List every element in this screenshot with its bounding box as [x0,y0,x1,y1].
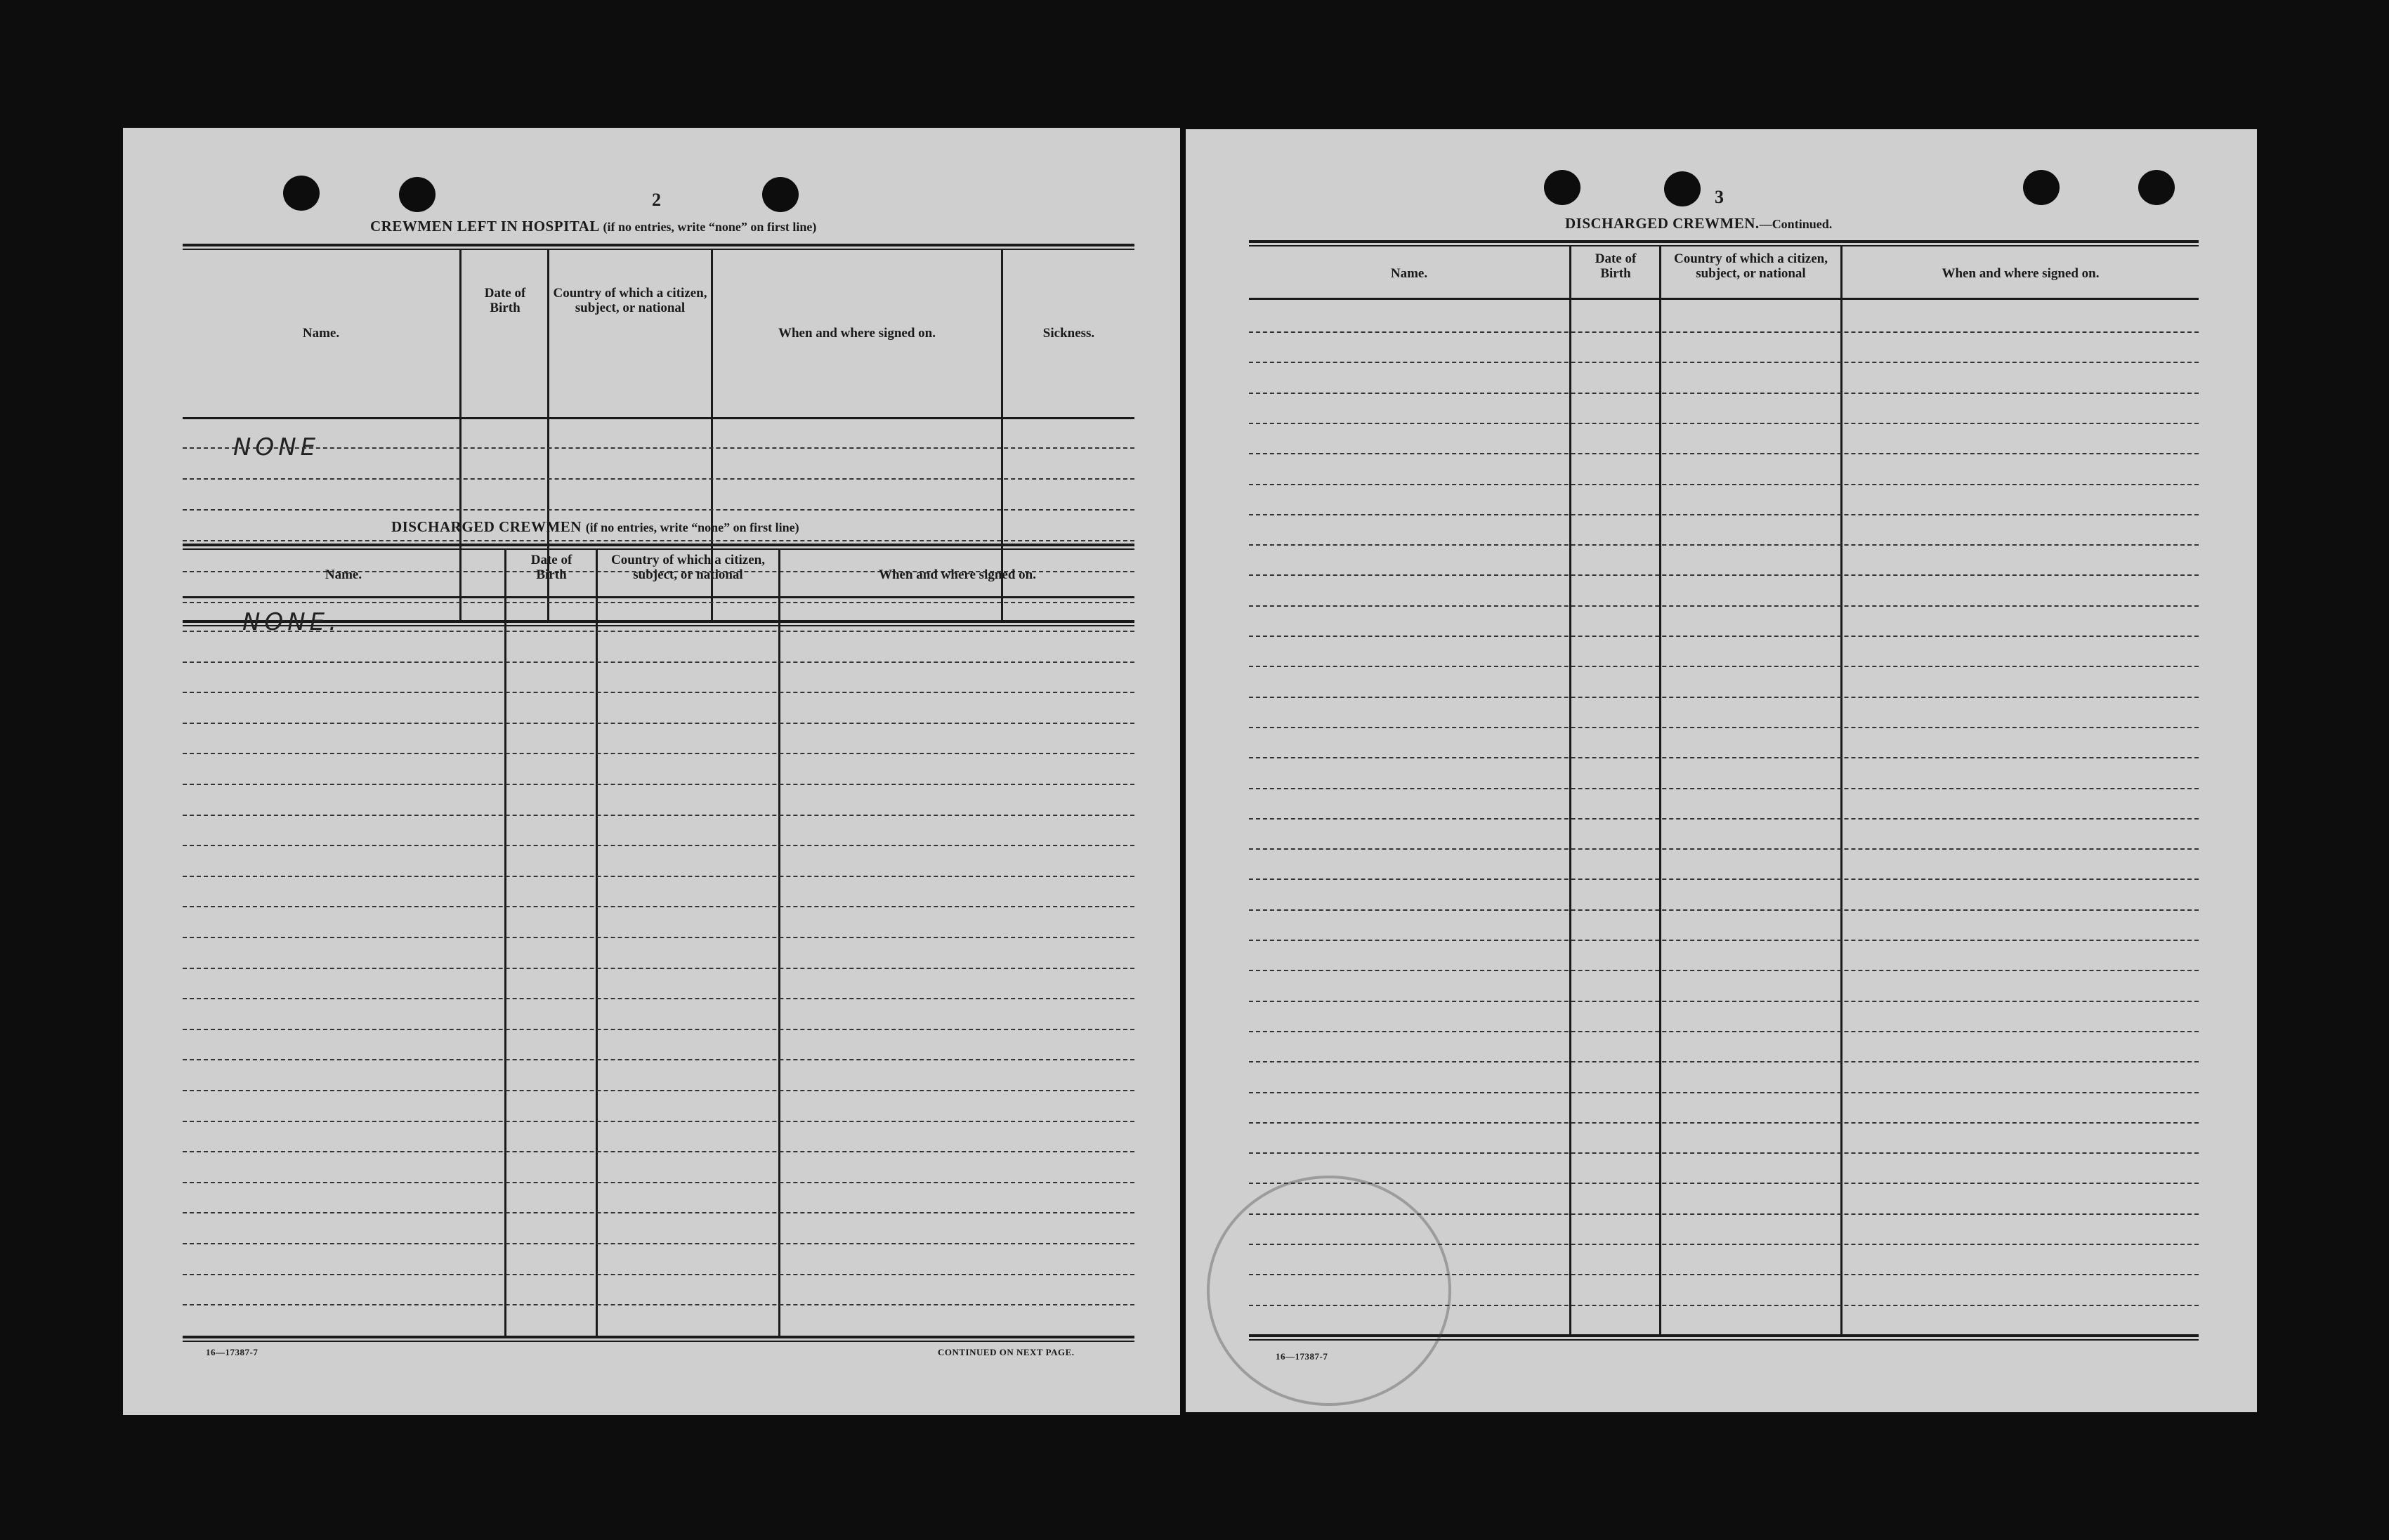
entry-line [1249,909,2199,911]
entry-line [183,1151,1134,1152]
punch-hole [762,177,799,212]
col-header-name: Name. [325,567,362,582]
discharged-continued-table [1249,240,2199,1341]
entry-line [183,998,1134,999]
entry-line [183,1090,1134,1091]
entry-line [183,845,1134,846]
discharged-table [183,544,1134,1342]
entry-line [1249,970,2199,971]
form-number: 16—17387-7 [206,1347,258,1357]
entry-line [1249,331,2199,333]
entry-line [183,478,1134,480]
right-page [1186,129,2257,1412]
entry-line [183,937,1134,938]
col-header-sickness: Sickness. [1042,326,1095,341]
entry-line [1249,1031,2199,1032]
entry-line [183,876,1134,877]
entry-line [1249,423,2199,424]
entry-line [1249,727,2199,728]
entry-line [183,662,1134,663]
entry-line [1249,1122,2199,1124]
entry-line [183,1212,1134,1213]
entry-line [1249,1092,2199,1093]
col-header-signed-on: When and where signed on. [778,326,936,341]
entry-line [1249,636,2199,637]
col-header-dob: Date of Birth [484,286,526,315]
entry-line [1249,484,2199,485]
handwritten-none: NONE. [242,608,341,636]
entry-line [1249,1001,2199,1002]
col-header-dob: Date of Birth [530,553,572,582]
entry-line [1249,393,2199,394]
discharged-title-text: DISCHARGED CREWMEN [391,518,582,535]
continued-suffix: —Continued. [1759,217,1833,231]
handwritten-none: NONE [233,433,320,461]
col-header-name: Name. [302,326,340,341]
entry-line [1249,453,2199,454]
punch-hole [283,176,320,211]
faded-stamp [1207,1176,1451,1406]
col-header-country: Country of which a citizen, subject, or national [1673,251,1828,281]
entry-line [1249,788,2199,789]
hospital-title-text: CREWMEN LEFT IN HOSPITAL [370,218,599,235]
entry-line [1249,1152,2199,1154]
entry-line [1249,605,2199,607]
entry-line [183,753,1134,754]
entry-line [1249,940,2199,941]
entry-line [183,906,1134,907]
continued-title-text: DISCHARGED CREWMEN. [1565,215,1760,232]
form-number: 16—17387-7 [1276,1351,1328,1362]
entry-line [183,723,1134,724]
punch-hole [399,177,436,212]
entry-line [183,540,1134,541]
col-header-name: Name. [1390,266,1428,281]
entry-line [1249,848,2199,850]
entry-line [183,1182,1134,1183]
entry-line [1249,878,2199,880]
hospital-section-title [370,218,816,235]
entry-line [183,1304,1134,1305]
discharged-section-title [391,518,799,536]
entry-line [183,1274,1134,1275]
entry-line [183,1243,1134,1244]
continued-section-title [1565,215,1832,232]
col-header-signed-on: When and where signed on. [878,567,1036,582]
col-header-signed-on: When and where signed on. [1942,266,2100,281]
entry-line [183,815,1134,816]
entry-line [183,509,1134,511]
entry-line [183,784,1134,785]
entry-line [183,692,1134,693]
entry-line [1249,1061,2199,1062]
entry-line [1249,362,2199,363]
entry-line [1249,757,2199,758]
col-header-country: Country of which a citizen, subject, or national [610,553,765,582]
punch-hole [2138,170,2175,205]
entry-line [1249,514,2199,515]
entry-line [183,631,1134,632]
entry-line [183,1121,1134,1122]
entry-line [1249,818,2199,820]
col-header-country: Country of which a citizen, subject, or national [553,286,707,315]
punch-hole [1544,170,1580,205]
entry-line [1249,1183,2199,1184]
entry-line [183,1029,1134,1030]
punch-hole [1664,171,1701,206]
entry-line [183,447,1134,449]
entry-line [1249,666,2199,667]
entry-line [1249,544,2199,546]
discharged-instruction: (if no entries, write “none” on first line) [585,520,799,534]
entry-line [183,968,1134,969]
entry-line [1249,697,2199,698]
punch-hole [2023,170,2060,205]
entry-line [183,1059,1134,1060]
col-header-dob: Date of Birth [1595,251,1637,281]
hospital-instruction: (if no entries, write “none” on first line) [603,220,817,234]
page-number: 3 [1715,187,1724,207]
continued-note: CONTINUED ON NEXT PAGE. [938,1347,1075,1357]
left-page [123,128,1180,1415]
page-number: 2 [652,190,661,210]
entry-line [1249,574,2199,576]
